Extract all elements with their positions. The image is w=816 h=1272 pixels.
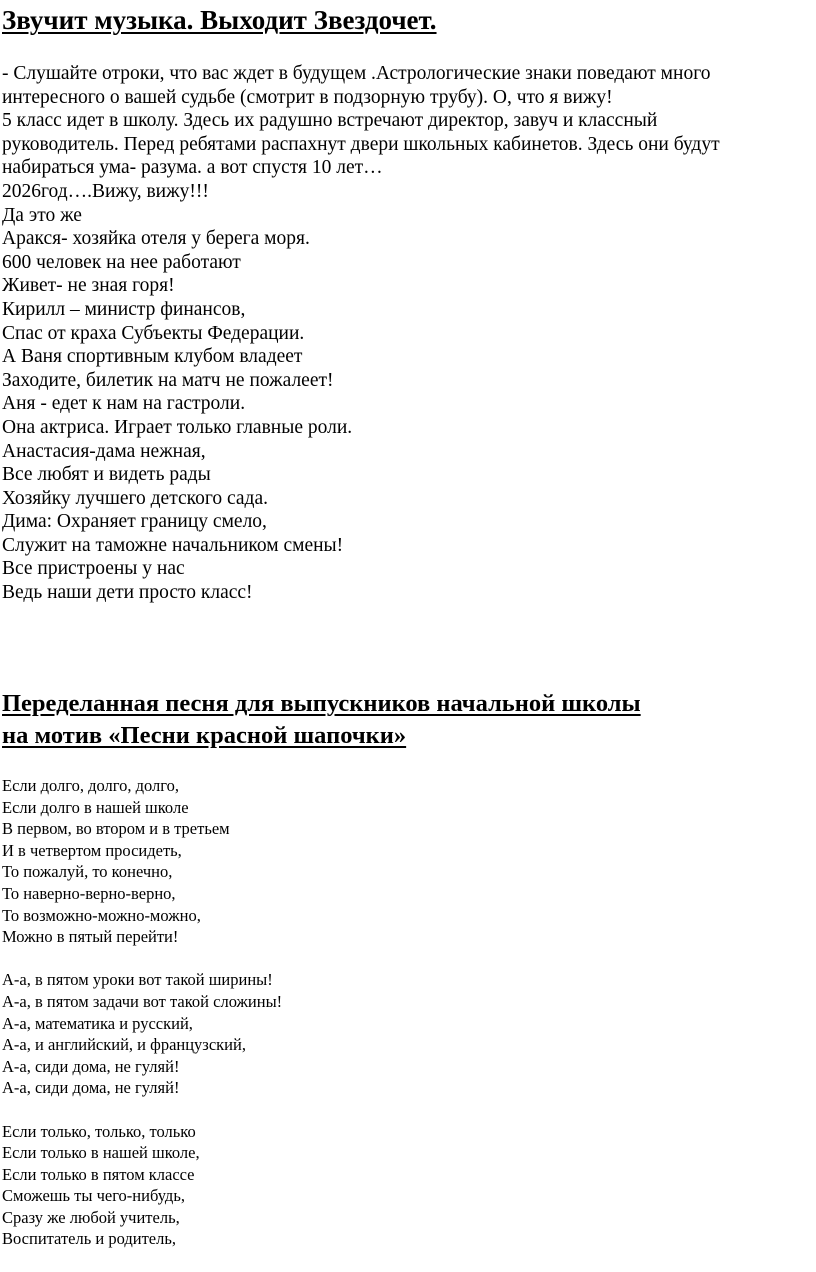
lyric-line: А-а, в пятом задачи вот такой сложины!: [2, 991, 283, 1011]
text-line: Все любят и видеть рады: [2, 464, 211, 486]
song-stanza-1: [2, 775, 802, 948]
lyric-line: То возможно-можно-можно,: [2, 905, 201, 925]
stargazer-text-block: [2, 62, 802, 605]
text-line: Да это же: [2, 204, 82, 226]
lyric-line: Если долго, долго, долго,: [2, 776, 180, 795]
text-line: Она актриса. Играет только главные роли.: [2, 416, 353, 438]
lyric-line: А-а, сиди дома, не гуляй!: [2, 1056, 180, 1076]
text-line: руководитель. Перед ребятами распахнут двери школьных кабинетов. Здесь они будут: [2, 133, 720, 155]
lyric-line: Можно в пятый перейти!: [2, 927, 179, 947]
song-title-line-1: Переделанная песня для выпускников начальной школы: [2, 690, 641, 717]
lyric-line: А-а, математика и русский,: [2, 1013, 193, 1033]
text-line: А Ваня спортивным клубом владеет: [2, 346, 303, 368]
lyric-line: А-а, сиди дома, не гуляй!: [2, 1078, 180, 1098]
lyric-line: Если только в пятом классе: [2, 1164, 195, 1184]
lyric-line: А-а, и английский, и французский,: [2, 1035, 246, 1055]
text-line: 2026год….Вижу, вижу!!!: [2, 180, 209, 202]
lyric-line: А-а, в пятом уроки вот такой ширины!: [2, 970, 273, 990]
text-line: - Слушайте отроки, что вас ждет в будущем .Астрологические знаки поведают много: [2, 63, 711, 84]
text-line: Аня - едет к нам на гастроли.: [2, 393, 246, 415]
text-line: Спас от краха Субъекты Федерации.: [2, 322, 305, 344]
text-line: Анастасия-дама нежная,: [2, 440, 206, 462]
text-line: 600 человек на нее работают: [2, 251, 241, 273]
lyric-line: То пожалуй, то конечно,: [2, 862, 173, 882]
text-line: Ведь наши дети просто класс!: [2, 582, 253, 604]
text-line: 5 класс идет в школу. Здесь их радушно встречают директор, завуч и классный: [2, 110, 658, 132]
lyric-line: И в четвертом просидеть,: [2, 840, 182, 860]
text-line: Хозяйку лучшего детского сада.: [2, 487, 268, 509]
lyric-line: Если долго в нашей школе: [2, 797, 189, 817]
song-stanza-2: [2, 969, 802, 1099]
song-title-line-2: на мотив «Песни красной шапочки»: [2, 722, 407, 749]
lyric-line: Сразу же любой учитель,: [2, 1207, 180, 1227]
lyric-line: В первом, во втором и в третьем: [2, 819, 230, 839]
text-line: Аракся- хозяйка отеля у берега моря.: [2, 228, 310, 250]
song-lyrics: [2, 775, 802, 1272]
text-line: Служит на таможне начальником смены!: [2, 534, 344, 556]
lyric-line: То наверно-верно-верно,: [2, 883, 176, 903]
text-line: Дима: Охраняет границу смело,: [2, 511, 267, 533]
section-title-song: [2, 688, 802, 752]
lyric-line: Если только, только, только: [2, 1121, 196, 1141]
lyric-line: Сможешь ты чего-нибудь,: [2, 1186, 185, 1206]
text-line: интересного о вашей судьбе (смотрит в подзорную трубу). О, что я вижу!: [2, 86, 613, 108]
text-line: Живет- не зная горя!: [2, 275, 175, 297]
lyric-line: Воспитатель и родитель,: [2, 1229, 176, 1249]
text-line: набираться ума- разума. а вот спустя 10 лет…: [2, 157, 383, 179]
song-stanza-3: [2, 1121, 802, 1251]
section-title-stargazer: Звучит музыка. Выходит Звездочет.: [2, 5, 437, 35]
text-line: Все пристроены у нас: [2, 558, 185, 580]
lyric-line: Если только в нашей школе,: [2, 1143, 200, 1163]
text-line: Заходите, билетик на матч не пожалеет!: [2, 369, 334, 391]
text-line: Кирилл – министр финансов,: [2, 298, 246, 320]
